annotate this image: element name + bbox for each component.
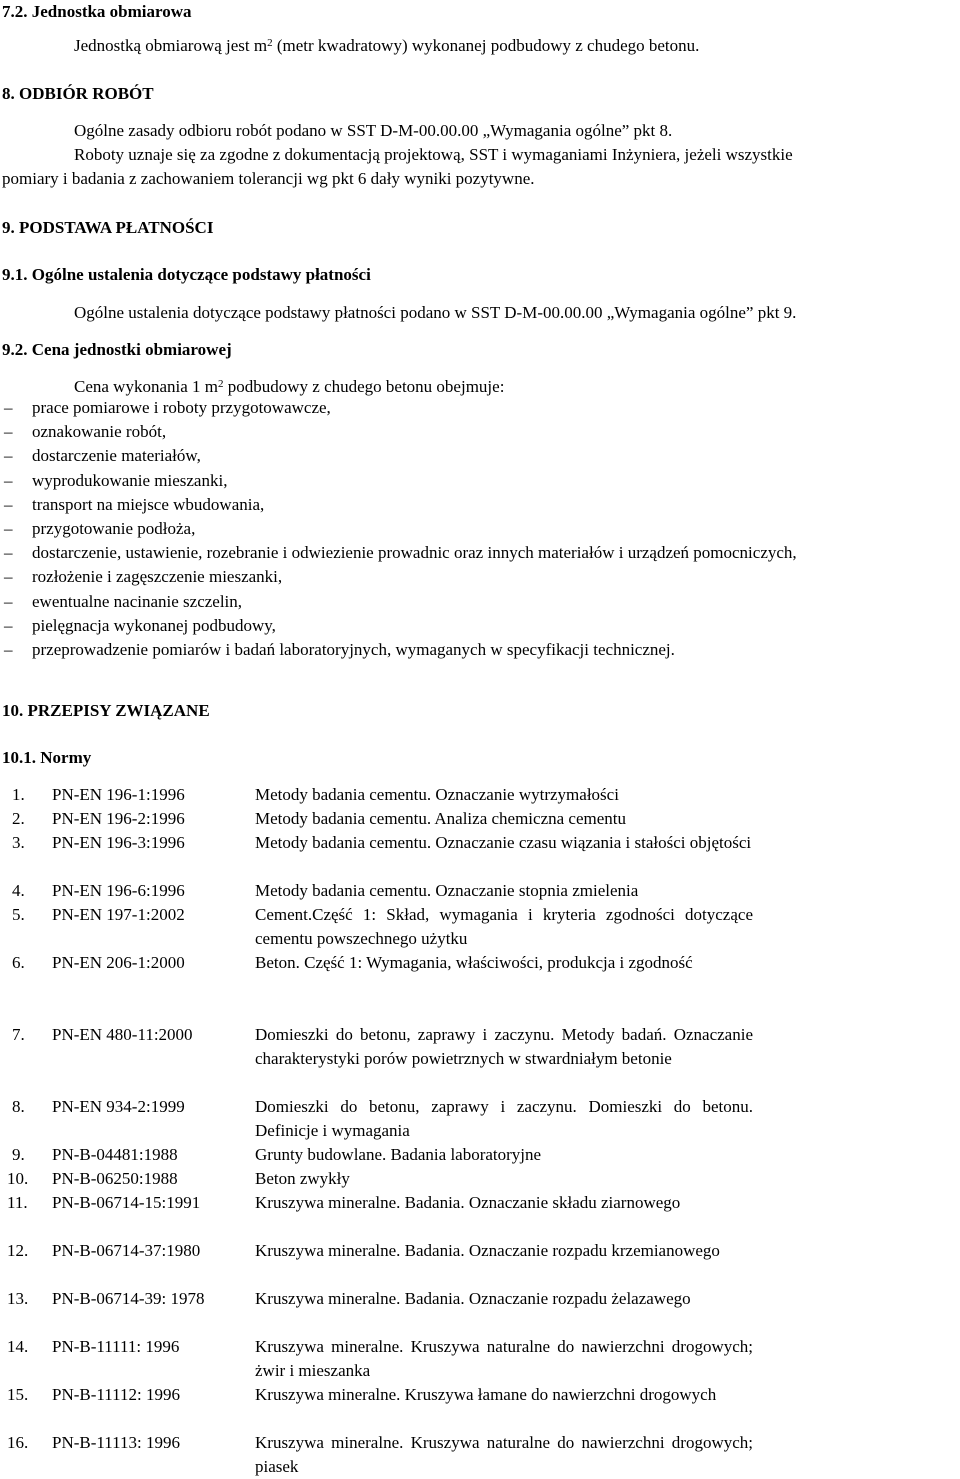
payment-basis-text: Ogólne ustalenia dotyczące podstawy płatności podano w SST D-M-00.00.00 „Wymagania ogólne” pkt 9.	[74, 303, 797, 322]
norm-number: 10.	[7, 1169, 29, 1188]
norm-code: PN-EN 934-2:1999	[52, 1097, 185, 1116]
norm-description: Metody badania cementu. Oznaczanie stopnia zmielenia	[255, 881, 639, 900]
norm-description: Metody badania cementu. Analiza chemiczna cementu	[255, 809, 627, 828]
dash-bullet: –	[4, 543, 13, 563]
unit-text-after: (metr kwadratowy) wykonanej podbudowy z chudego betonu.	[272, 36, 700, 55]
norm-description: Domieszki do betonu, zaprawy i zaczynu. Domieszki do betonu. Definicje i wymagania	[255, 1097, 753, 1140]
norm-code: PN-EN 206-1:2000	[52, 953, 185, 972]
norm-code: PN-B-11111: 1996	[52, 1337, 180, 1356]
price-list-item-text: przeprowadzenie pomiarów i badań laboratoryjnych, wymaganych w specyfikacji technicznej.	[32, 640, 675, 659]
dash-bullet: –	[4, 519, 13, 538]
norm-number: 9.	[12, 1145, 25, 1164]
price-list-item-text: transport na miejsce wbudowania,	[32, 494, 265, 514]
price-intro-before: Cena wykonania 1 m	[74, 377, 218, 396]
norm-number: 8.	[12, 1097, 25, 1116]
norm-description: Metody badania cementu. Oznaczanie czasu wiązania i stałości objętości	[255, 833, 752, 852]
norm-number: 11.	[7, 1193, 28, 1212]
unit-text-before: Jednostką obmiarową jest m	[74, 36, 268, 55]
norm-code: PN-B-06714-37:1980	[52, 1241, 201, 1260]
norm-code: PN-B-06714-15:1991	[52, 1193, 201, 1212]
norm-description: Kruszywa mineralne. Kruszywa łamane do nawierzchni drogowych	[255, 1385, 717, 1404]
section-heading-8: 8. ODBIÓR ROBÓT	[2, 84, 154, 103]
price-list-item-text: pielęgnacja wykonanej podbudowy,	[32, 615, 276, 635]
norm-code: PN-B-11112: 1996	[52, 1385, 180, 1404]
dash-bullet: –	[4, 640, 13, 659]
dash-bullet: –	[4, 422, 13, 442]
section-heading-9-1: 9.1. Ogólne ustalenia dotyczące podstawy płatności	[2, 265, 371, 284]
norm-description: Kruszywa mineralne. Badania. Oznaczanie rozpadu żelazawego	[255, 1289, 691, 1308]
price-list-item-text: ewentualne nacinanie szczelin,	[32, 591, 243, 611]
norm-code: PN-B-06714-39: 1978	[52, 1289, 205, 1308]
section-heading-9-2: 9.2. Cena jednostki obmiarowej	[2, 340, 232, 359]
norm-number: 12.	[7, 1241, 29, 1260]
acceptance-line-2: Roboty uznaje się za zgodne z dokumentacją projektową, SST i wymaganiami Inżyniera, jeżeli wszystkie	[74, 145, 793, 164]
norm-code: PN-B-11113: 1996	[52, 1433, 180, 1452]
section-heading-9: 9. PODSTAWA PŁATNOŚCI	[2, 218, 214, 237]
dash-bullet: –	[4, 470, 13, 490]
price-list-item-text: rozłożenie i zagęszczenie mieszanki,	[32, 567, 283, 587]
price-intro-after: podbudowy z chudego betonu obejmuje:	[223, 377, 505, 396]
norm-number: 2.	[12, 809, 25, 828]
price-list-item-text: wyprodukowanie mieszanki,	[32, 470, 228, 490]
norm-description: Kruszywa mineralne. Kruszywa naturalne do nawierzchni drogowych; piasek	[255, 1433, 753, 1476]
norm-number: 16.	[7, 1433, 29, 1452]
norm-description: Kruszywa mineralne. Badania. Oznaczanie składu ziarnowego	[255, 1193, 681, 1212]
dash-bullet: –	[4, 615, 13, 635]
dash-bullet: –	[4, 494, 13, 514]
norm-description: Cement.Część 1: Skład, wymagania i kryteria zgodności dotyczące cementu powszechnego użytku	[255, 905, 753, 948]
norm-description: Beton zwykły	[255, 1169, 350, 1188]
norm-number: 1.	[12, 785, 25, 804]
acceptance-line-1: Ogólne zasady odbioru robót podano w SST D-M-00.00.00 „Wymagania ogólne” pkt 8.	[74, 121, 673, 140]
section-heading-10: 10. PRZEPISY ZWIĄZANE	[2, 701, 210, 720]
price-list-item-text: przygotowanie podłoża,	[32, 519, 196, 538]
price-list-item-text: dostarczenie materiałów,	[32, 446, 201, 466]
norm-number: 13.	[7, 1289, 29, 1308]
norm-code: PN-EN 196-1:1996	[52, 785, 185, 804]
norm-description: Kruszywa mineralne. Kruszywa naturalne do nawierzchni drogowych; żwir i mieszanka	[255, 1337, 753, 1380]
norm-number: 7.	[12, 1025, 25, 1044]
norm-number: 6.	[12, 953, 25, 972]
dash-bullet: –	[4, 446, 13, 466]
norm-code: PN-EN 197-1:2002	[52, 905, 185, 924]
norm-description: Kruszywa mineralne. Badania. Oznaczanie rozpadu krzemianowego	[255, 1241, 720, 1260]
price-intro-superscript: 2	[218, 378, 224, 390]
section-heading-10-1: 10.1. Normy	[2, 748, 92, 767]
price-list-item-text: dostarczenie, ustawienie, rozebranie i odwiezienie prowadnic oraz innych materiałów i urządzeń pomocniczych,	[32, 543, 797, 563]
norm-code: PN-EN 196-2:1996	[52, 809, 185, 828]
norm-number: 5.	[12, 905, 25, 924]
section-heading-7-2: 7.2. Jednostka obmiarowa	[2, 2, 192, 21]
dash-bullet: –	[4, 591, 13, 611]
norm-code: PN-B-06250:1988	[52, 1169, 178, 1188]
price-list-item-text: prace pomiarowe i roboty przygotowawcze,	[32, 398, 331, 417]
norm-code: PN-B-04481:1988	[52, 1145, 178, 1164]
norm-description: Domieszki do betonu, zaprawy i zaczynu. Metody badań. Oznaczanie charakterystyki porów powietrznych w stwardniałym betonie	[255, 1025, 753, 1068]
unit-paragraph	[74, 36, 699, 56]
norm-description: Beton. Część 1: Wymagania, właściwości, produkcja i zgodność	[255, 953, 693, 972]
norm-number: 15.	[7, 1385, 29, 1404]
dash-bullet: –	[4, 398, 13, 417]
norm-number: 14.	[7, 1337, 29, 1356]
acceptance-line-3: pomiary i badania z zachowaniem tolerancji wg pkt 6 dały wyniki pozytywne.	[2, 169, 535, 188]
unit-superscript: 2	[267, 37, 273, 49]
norm-code: PN-EN 480-11:2000	[52, 1025, 193, 1044]
norm-number: 3.	[12, 833, 25, 852]
norm-description: Metody badania cementu. Oznaczanie wytrzymałości	[255, 785, 619, 804]
norm-code: PN-EN 196-6:1996	[52, 881, 185, 900]
price-list-item-text: oznakowanie robót,	[32, 422, 167, 442]
norm-number: 4.	[12, 881, 25, 900]
dash-bullet: –	[4, 567, 13, 587]
norm-code: PN-EN 196-3:1996	[52, 833, 185, 852]
price-intro	[74, 377, 504, 397]
norm-description: Grunty budowlane. Badania laboratoryjne	[255, 1145, 542, 1164]
